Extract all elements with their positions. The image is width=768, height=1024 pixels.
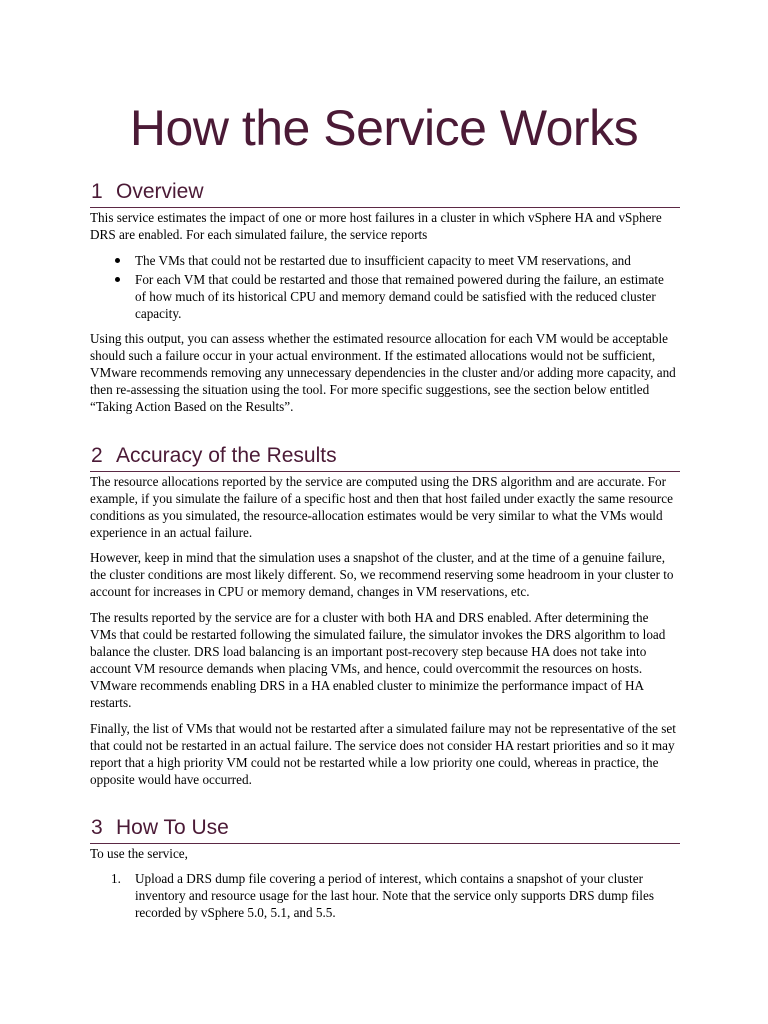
text-line: VMware recommends removing any unnecessary dependencies in the cluster and/or adding more capacity, and [90, 364, 676, 380]
text-line: The VMs that could not be restarted due to insufficient capacity to meet VM reservations, and [135, 252, 631, 268]
section-title: Accuracy of the Results [116, 444, 337, 467]
accuracy-paragraph [90, 609, 665, 712]
overview-intro-paragraph [90, 209, 662, 243]
accuracy-paragraph [90, 549, 674, 600]
bullet-item [135, 252, 631, 269]
section-title: Overview [116, 180, 204, 203]
section-number: 2 [91, 444, 103, 467]
section-number: 3 [91, 816, 103, 839]
text-line: capacity. [135, 305, 182, 321]
text-line: experience in an actual failure. [90, 524, 253, 540]
text-line: VMs that could be restarted following the simulated failure, the simulator invokes the DRS algorithm to load [90, 626, 666, 642]
section-heading-accuracy [90, 443, 680, 472]
text-line: the cluster conditions are most likely different. So, we recommend reserving some headroom in your cluster to [90, 566, 674, 582]
text-line: restarts. [90, 694, 132, 710]
text-line: However, keep in mind that the simulation uses a snapshot of the cluster, and at the time of a genuine failure, [90, 549, 666, 565]
text-line: should such a failure occur in your actual environment. If the estimated allocations would not be sufficient, [90, 347, 656, 363]
text-line: The resource allocations reported by the service are computed using the DRS algorithm and are accurate. For [90, 473, 667, 489]
text-line: example, if you simulate the failure of a specific host and then that host failed under exactly the same resource [90, 490, 673, 506]
text-line: conditions as you simulated, the resource-allocation estimates would be very similar to what the VMs would [90, 507, 663, 523]
text-line: opposite would have occurred. [90, 771, 252, 787]
text-line: For each VM that could be restarted and those that remained powered during the failure, an estimate [135, 271, 664, 287]
text-line: balance the cluster. DRS load balancing is an important post-recovery step because HA does not take into [90, 643, 647, 659]
accuracy-paragraph [90, 473, 673, 541]
text-line: VMware recommends enabling DRS in a HA enabled cluster to minimize the performance impact of HA [90, 677, 645, 693]
section-title: How To Use [116, 816, 229, 839]
step-item [135, 870, 654, 921]
step-number: 1. [111, 870, 121, 886]
document-title: How the Service Works [129, 100, 639, 156]
section-heading-how-to-use [90, 815, 680, 844]
text-line: Using this output, you can assess whether the estimated resource allocation for each VM would be acceptable [90, 330, 668, 346]
text-line: recorded by vSphere 5.0, 5.1, and 5.5. [135, 904, 336, 920]
accuracy-paragraph [90, 720, 676, 788]
bullet-icon [115, 258, 120, 263]
text-line: This service estimates the impact of one or more host failures in a cluster in which vSphere HA and vSphere [90, 209, 662, 225]
text-line: account VM resource demands when placing VMs, and hence, could overcommit the resources on hosts. [90, 660, 643, 676]
text-line: The results reported by the service are for a cluster with both HA and DRS enabled. After determining the [90, 609, 649, 625]
text-line: account for increases in CPU or memory demand, changes in VM reservations, etc. [90, 583, 530, 599]
text-line: report that a high priority VM could not be restarted while a low priority one could, whereas in practice, the [90, 754, 659, 770]
overview-paragraph [90, 330, 676, 415]
text-line: inventory and resource usage for the last hour. Note that the service only supports DRS dump files [135, 887, 654, 903]
text-line: DRS are enabled. For each simulated failure, the service reports [90, 226, 428, 242]
how-to-use-intro [90, 845, 188, 862]
text-line: “Taking Action Based on the Results”. [90, 398, 294, 414]
text-line: then re-assessing the situation using the tool. For more specific suggestions, see the section below entitled [90, 381, 650, 397]
text-line: that could not be restarted in an actual failure. The service does not consider HA restart priorities and so it may [90, 737, 675, 753]
text-line: To use the service, [90, 845, 188, 861]
text-line: of how much of its historical CPU and memory demand could be satisfied with the reduced cluster [135, 288, 656, 304]
bullet-icon [115, 277, 120, 282]
bullet-item [135, 271, 664, 322]
text-line: Upload a DRS dump file covering a period of interest, which contains a snapshot of your cluster [135, 870, 643, 886]
text-line: Finally, the list of VMs that would not be restarted after a simulated failure may not be representative of the set [90, 720, 676, 736]
section-number: 1 [91, 180, 103, 203]
section-heading-overview [90, 179, 680, 208]
